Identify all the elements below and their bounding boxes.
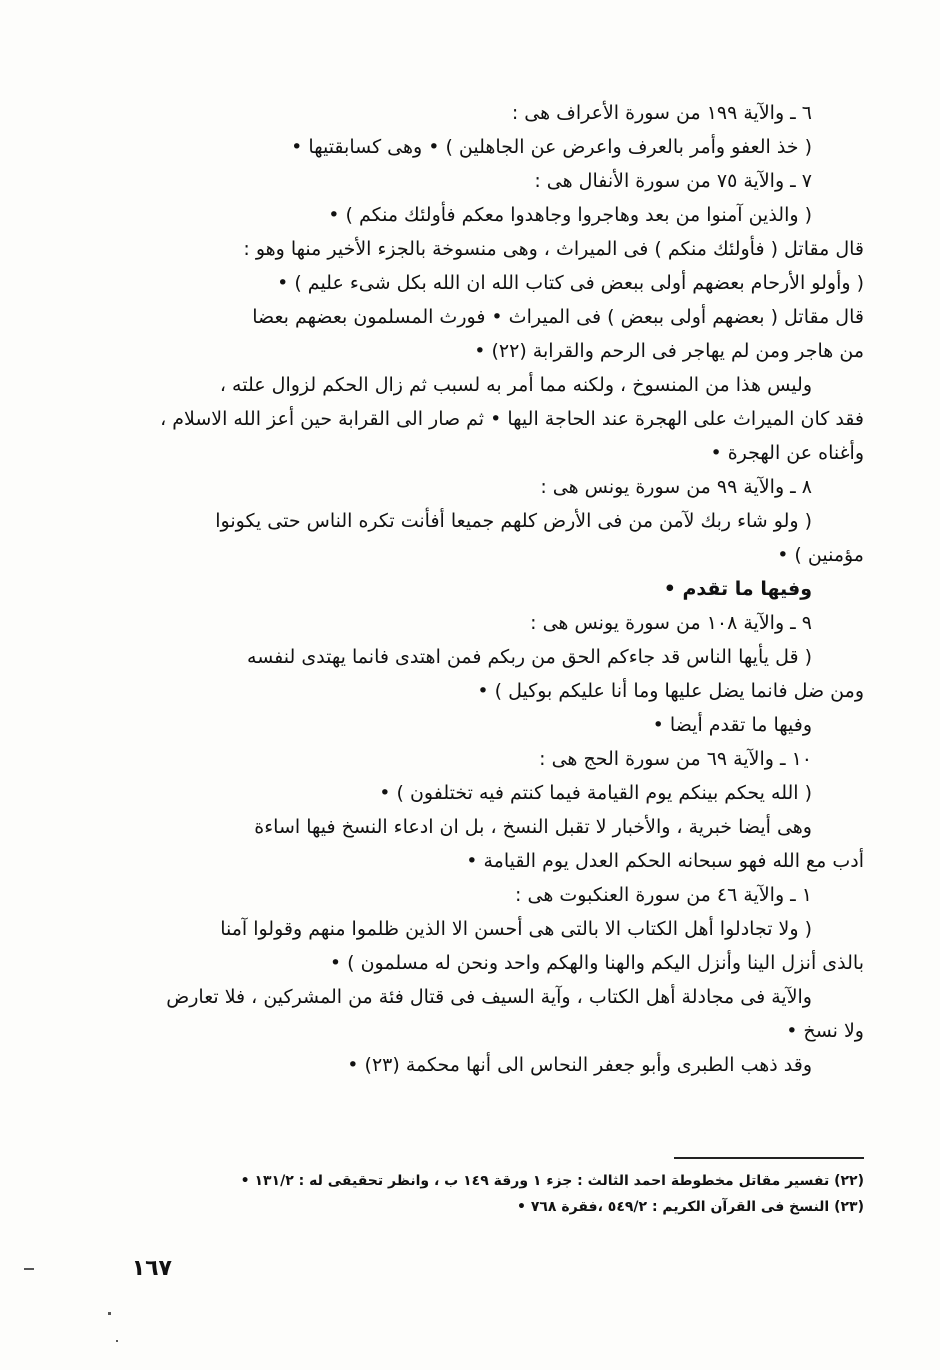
text-line: ٨ ـ والآية ٩٩ من سورة يونس هى : bbox=[540, 476, 812, 498]
footnote: (٢٣) النسخ فى القرآن الكريم : ٥٤٩/٢ ،فقرة ٧٦٨ • bbox=[517, 1199, 864, 1215]
text-line: فقد كان الميراث على الهجرة عند الحاجة اليها • ثم صار الى القرابة حين أعز الله الاسلام ، bbox=[160, 408, 864, 430]
scan-speck bbox=[108, 1312, 111, 1315]
text-line: قال مقاتل ( فأولئك منكم ) فى الميراث ، وهى منسوخة بالجزء الأخير منها وهو : bbox=[243, 238, 864, 260]
text-line: من هاجر ومن لم يهاجر فى الرحم والقرابة (٢٢) • bbox=[474, 340, 864, 362]
page-number: ١٦٧ bbox=[131, 1256, 172, 1281]
text-line: ٦ ـ والآية ١٩٩ من سورة الأعراف هى : bbox=[511, 102, 812, 124]
text-line: وفيها ما تقدم • bbox=[663, 578, 812, 600]
text-line: قال مقاتل ( بعضهم أولى ببعض ) فى الميراث • فورث المسلمون بعضهم بعضا bbox=[252, 306, 864, 328]
text-line: أدب مع الله فهو سبحانه الحكم العدل يوم القيامة • bbox=[466, 850, 864, 872]
footnote-divider bbox=[674, 1157, 864, 1159]
text-line: ( قل يأيها الناس قد جاءكم الحق من ربكم فمن اهتدى فانما يهتدى لنفسه bbox=[247, 646, 812, 668]
text-line: ( ولا تجادلوا أهل الكتاب الا بالتى هى أحسن الا الذين ظلموا منهم وقولوا آمنا bbox=[220, 918, 812, 940]
text-line: وقد ذهب الطبرى وأبو جعفر النحاس الى أنها محكمة (٢٣) • bbox=[347, 1054, 812, 1076]
text-line: ١ ـ والآية ٤٦ من سورة العنكبوت هى : bbox=[515, 884, 812, 906]
text-line: ١٠ ـ والآية ٦٩ من سورة الحج هى : bbox=[539, 748, 812, 770]
body-text bbox=[132, 96, 864, 1082]
text-line: وأغناه عن الهجرة • bbox=[710, 442, 864, 464]
text-line: ( والذين آمنوا من بعد وهاجروا وجاهدوا معكم فأولئك منكم ) • bbox=[328, 204, 812, 226]
text-line: وفيها ما تقدم أيضا • bbox=[652, 714, 812, 736]
scan-speck bbox=[116, 1340, 118, 1342]
text-line: والآية فى مجادلة أهل الكتاب ، وآية السيف فى قتال فئة من المشركين ، فلا تعارض bbox=[166, 986, 812, 1008]
scan-speck bbox=[24, 1268, 34, 1270]
text-line: وليس هذا من المنسوخ ، ولكنه مما أمر به لسبب ثم زال الحكم لزوال علته ، bbox=[219, 374, 812, 396]
text-line: ( وأولو الأرحام بعضهم أولى ببعض فى كتاب الله ان الله بكل شىء عليم ) • bbox=[277, 272, 864, 294]
footnotes bbox=[132, 1168, 864, 1220]
text-line: ٧ ـ والآية ٧٥ من سورة الأنفال هى : bbox=[534, 170, 812, 192]
text-line: وهى أيضا خبرية ، والأخبار لا تقبل النسخ ، بل ان ادعاء النسخ فيها اساءة bbox=[254, 816, 812, 838]
text-line: ( ولو شاء ربك لآمن من فى الأرض كلهم جميعا أفأنت تكره الناس حتى يكونوا bbox=[215, 510, 812, 532]
text-line: ( خذ العفو وأمر بالعرف واعرض عن الجاهلين ) • وهى كسابقتيها • bbox=[291, 136, 812, 158]
text-line: بالذى أنزل الينا وأنزل اليكم والهنا والهكم واحد ونحن له مسلمون ) • bbox=[329, 952, 864, 974]
text-line: مؤمنين ) • bbox=[777, 544, 864, 566]
text-line: ومن ضل فانما يضل عليها وما أنا عليكم بوكيل ) • bbox=[477, 680, 864, 702]
footnote: (٢٢) تفسير مقاتل مخطوطة احمد الثالث : جزء ١ ورقة ١٤٩ ب ، وانظر تحقيقى له : ١٣١/٢ • bbox=[240, 1173, 864, 1189]
text-line: ٩ ـ والآية ١٠٨ من سورة يونس هى : bbox=[530, 612, 812, 634]
text-line: ( الله يحكم بينكم يوم القيامة فيما كنتم فيه تختلفون ) • bbox=[379, 782, 812, 804]
text-line: ولا نسخ • bbox=[786, 1020, 864, 1042]
